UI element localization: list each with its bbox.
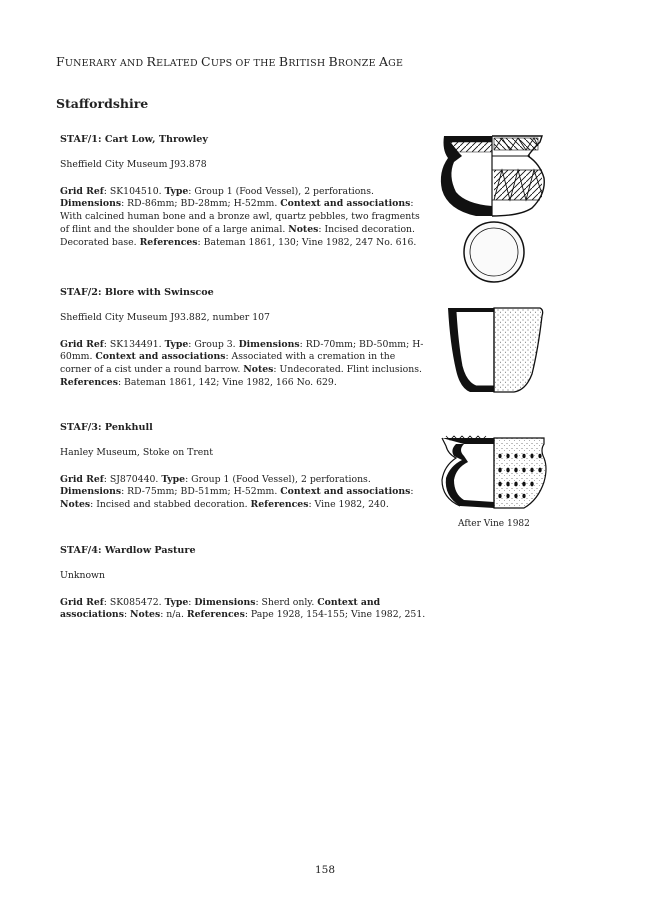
catalogue-entry <box>60 287 428 390</box>
figure-caption: After Vine 1982 <box>458 519 530 529</box>
section-title: Staffordshire <box>56 96 149 111</box>
vessel-drawing-staf3 <box>436 432 552 514</box>
entry-title: STAF/4: Wardlow Pasture <box>60 545 196 556</box>
entry-title: STAF/2: Blore with Swinscoe <box>60 287 214 298</box>
running-head: FUNERARY AND RELATED CUPS OF THE BRITISH BRONZE AGE <box>56 54 404 69</box>
entry-description: Grid Ref: SK134491. Type: Group 3. Dimensions: RD-70mm; BD-50mm; H- 60mm. Context and associations: Associated with a cremation in the corner of a cist under a round barrow. Notes: Undecorated. Flint inclusions. References: Bateman 1861, 142; Vine 1982, 166 No. 629. <box>60 338 424 388</box>
page-number: 158 <box>314 864 336 876</box>
vessel-drawing-staf2 <box>442 304 548 396</box>
catalogue-entry <box>60 134 428 250</box>
entry-museum: Sheffield City Museum J93.882, number 107 <box>60 311 270 323</box>
vessel-drawing-staf1 <box>436 128 552 288</box>
entry-description: Grid Ref: SK085472. Type: Dimensions: Sherd only. Context and associations: Notes: n/a. References: Pape 1928, 154-155; Vine 1982, 251. <box>60 596 426 621</box>
entry-description: Grid Ref: SJ870440. Type: Group 1 (Food Vessel), 2 perforations. Dimensions: RD-75mm; BD-51mm; H-52mm. Context and associations: Notes: Incised and stabbed decoration. References: Vine 1982, 240. <box>60 473 414 511</box>
entry-museum: Unknown <box>60 569 105 581</box>
catalogue-entry <box>60 422 428 512</box>
entry-title: STAF/3: Penkhull <box>60 422 153 433</box>
entry-museum: Sheffield City Museum J93.878 <box>60 158 207 170</box>
entry-museum: Hanley Museum, Stoke on Trent <box>60 446 214 458</box>
entry-title: STAF/1: Cart Low, Throwley <box>60 134 208 145</box>
entry-description: Grid Ref: SK104510. Type: Group 1 (Food Vessel), 2 perforations. Dimensions: RD-86mm; BD-28mm; H-52mm. Context and associations: With calcined human bone and a bronze awl, quartz pebbles, two fragments of flint and the shoulder bone of a large animal. Notes: Incised decoration. Decorated base. References: Bateman 1861, 130; Vine 1982, 247 No. 616. <box>60 185 420 248</box>
catalogue-entry <box>60 545 428 622</box>
